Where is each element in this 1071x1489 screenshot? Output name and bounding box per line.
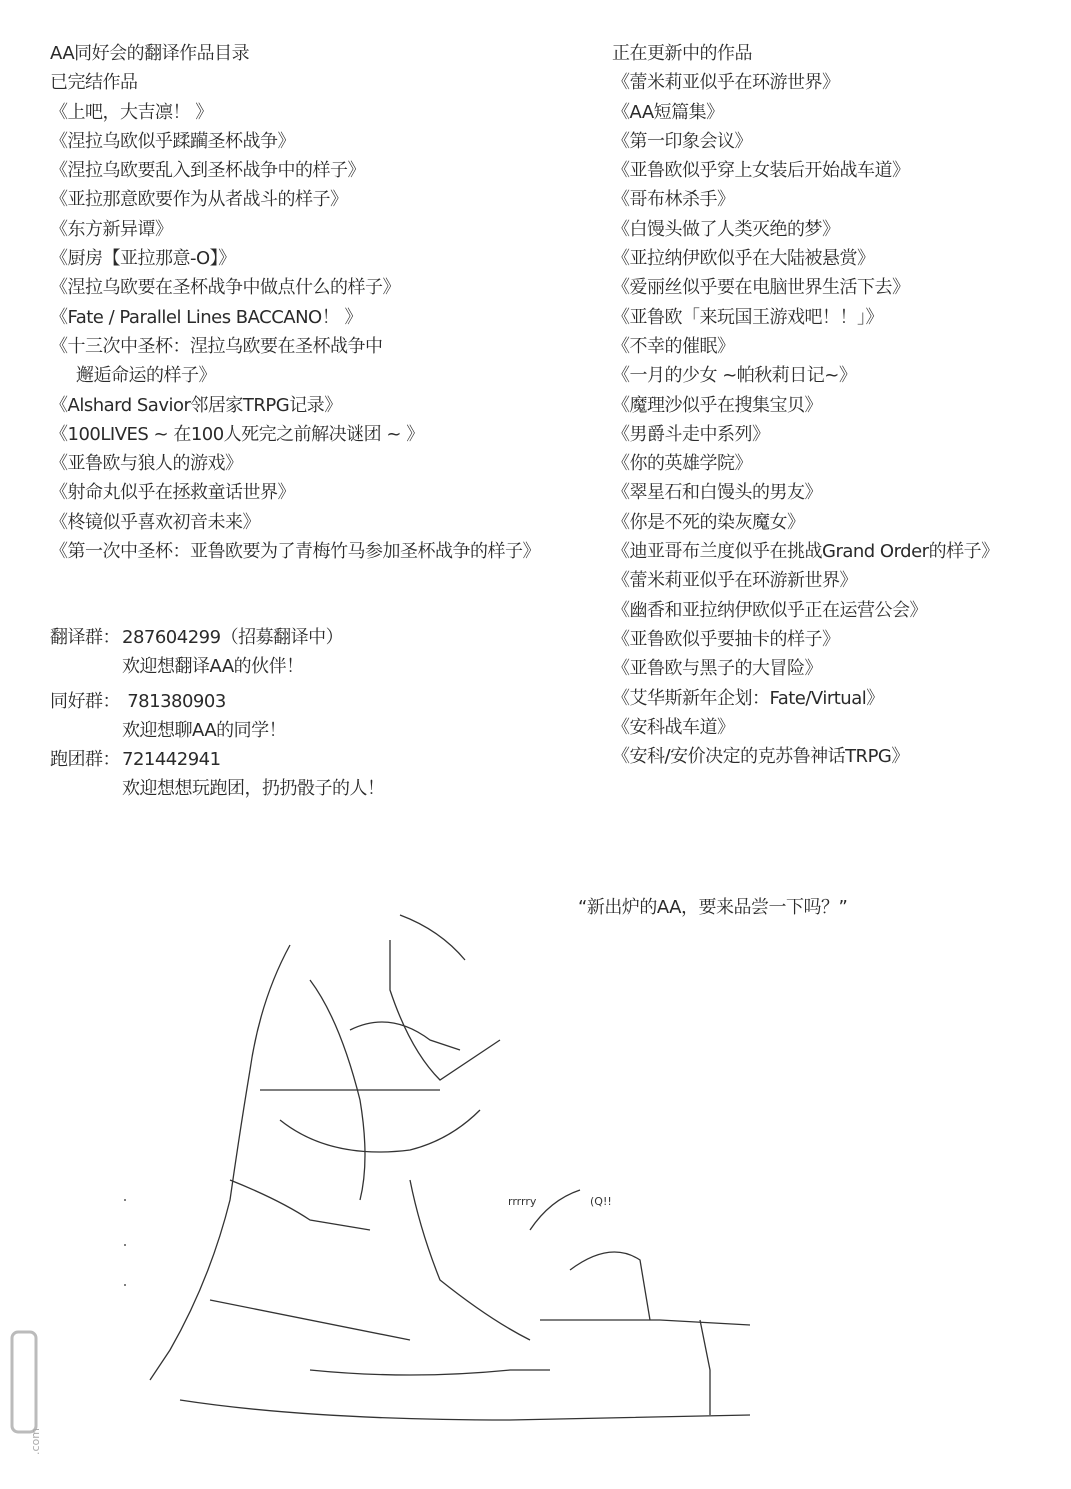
work-item: 《射命丸似乎在拯救童话世界》	[50, 482, 295, 504]
work-item: 《男爵斗走中系列》	[612, 423, 770, 445]
completed-works-column	[50, 39, 540, 566]
work-item: 《翠星石和白馒头的男友》	[612, 482, 822, 504]
work-item: 《亚鲁欧似乎要抽卡的样子》	[612, 628, 840, 650]
work-item: 《亚拉纳伊欧似乎在大陆被悬赏》	[612, 248, 875, 270]
svg-text:.com: .com	[29, 1428, 42, 1455]
dmzj-watermark-logo	[8, 1330, 40, 1480]
work-item: 《艾华斯新年企划：Fate/Virtual》	[612, 687, 884, 709]
hair-outline	[150, 945, 290, 1380]
work-item: 《亚拉那意欧要作为从者战斗的样子》	[50, 189, 348, 211]
work-item: 《白馒头做了人类灭绝的梦》	[612, 218, 840, 240]
trpg-group	[50, 745, 385, 774]
work-item: 《Alshard Savior邻居家TRPG记录》	[50, 394, 342, 416]
work-item: 《你的英雄学院》	[612, 453, 752, 475]
work-item: 《迪亚哥布兰度似乎在挑战Grand Order的样子》	[612, 541, 999, 563]
work-item: 《不幸的催眠》	[612, 335, 735, 357]
work-item: 《AA短篇集》	[612, 101, 724, 123]
work-item: 《哥布林杀手》	[612, 189, 735, 211]
work-item: 《亚鲁欧与黑子的大冒险》	[612, 658, 822, 680]
group-note: 欢迎想翻译AA的伙伴！	[122, 656, 304, 677]
work-item: 《亚鲁欧与狼人的游戏》	[50, 453, 243, 475]
work-item: 《厨房【亚拉那意-O】》	[50, 248, 236, 270]
group-number: 287604299（招募翻译中）	[122, 627, 344, 648]
work-item: 《爱丽丝似乎要在电脑世界生活下去》	[612, 277, 910, 299]
work-item: 《蕾米莉亚似乎在环游新世界》	[612, 570, 857, 592]
group-contacts	[50, 623, 385, 803]
group-label: 跑团群：	[50, 749, 120, 770]
work-item: 《涅拉乌欧要乱入到圣杯战争中的样子》	[50, 160, 365, 182]
work-item: 《东方新异谭》	[50, 218, 173, 240]
group-note: 欢迎想聊AA的同学！	[122, 720, 287, 741]
fan-group	[50, 687, 385, 716]
work-item: 《Fate / Parallel Lines BACCANO！ 》	[50, 306, 362, 328]
work-item: 《蕾米莉亚似乎在环游世界》	[612, 72, 840, 94]
group-label: 翻译群：	[50, 627, 120, 648]
work-item-continuation: 邂逅命运的样子》	[76, 365, 216, 387]
work-item: 《一月的少女 ~帕秋莉日记~》	[612, 365, 857, 387]
work-item: 《亚鲁欧似乎穿上女装后开始战车道》	[612, 160, 910, 182]
work-item: 《你是不死的染灰魔女》	[612, 511, 805, 533]
work-item: 《安科/安价决定的克苏鲁神话TRPG》	[612, 746, 909, 768]
group-number: 781380903	[122, 691, 226, 712]
work-item: 《魔理沙似乎在搜集宝贝》	[612, 394, 822, 416]
work-item: 《涅拉乌欧要在圣杯战争中做点什么的样子》	[50, 277, 400, 299]
work-item: 《100LIVES ~ 在100人死完之前解决谜团 ~ 》	[50, 423, 424, 445]
work-item: 《第一次中圣杯：亚鲁欧要为了青梅竹马参加圣杯战争的样子》	[50, 541, 540, 563]
group-label: 同好群：	[50, 691, 120, 712]
work-item: 《十三次中圣杯：涅拉乌欧要在圣杯战争中	[50, 335, 383, 357]
work-item: 《第一印象会议》	[612, 130, 752, 152]
work-item: 《柊镜似乎喜欢初音未来》	[50, 511, 260, 533]
ongoing-section-heading: 正在更新中的作品	[612, 43, 752, 64]
work-item: 《安科战车道》	[612, 716, 735, 738]
work-item: 《亚鲁欧「来玩国王游戏吧！！」》	[612, 306, 883, 328]
completed-section-heading: 已完结作品	[50, 72, 138, 94]
translation-group	[50, 623, 385, 652]
ascii-art-character-illustration	[110, 900, 790, 1430]
group-number: 721442941	[122, 749, 221, 770]
svg-text:(Q!!: (Q!!	[590, 1195, 612, 1208]
svg-text:rrrrry: rrrrry	[508, 1195, 537, 1208]
work-item: 《上吧，大吉凛！ 》	[50, 101, 213, 123]
ongoing-works-column	[612, 39, 999, 771]
group-note: 欢迎想想玩跑团，扔扔骰子的人！	[122, 778, 385, 799]
speech-quote: “新出炉的AA，要来品尝一下吗？”	[578, 897, 848, 918]
work-item: 《涅拉乌欧似乎蹂躏圣杯战争》	[50, 130, 295, 152]
work-item: 《幽香和亚拉纳伊欧似乎正在运营公会》	[612, 599, 927, 621]
catalog-title: AA同好会的翻译作品目录	[50, 43, 250, 64]
